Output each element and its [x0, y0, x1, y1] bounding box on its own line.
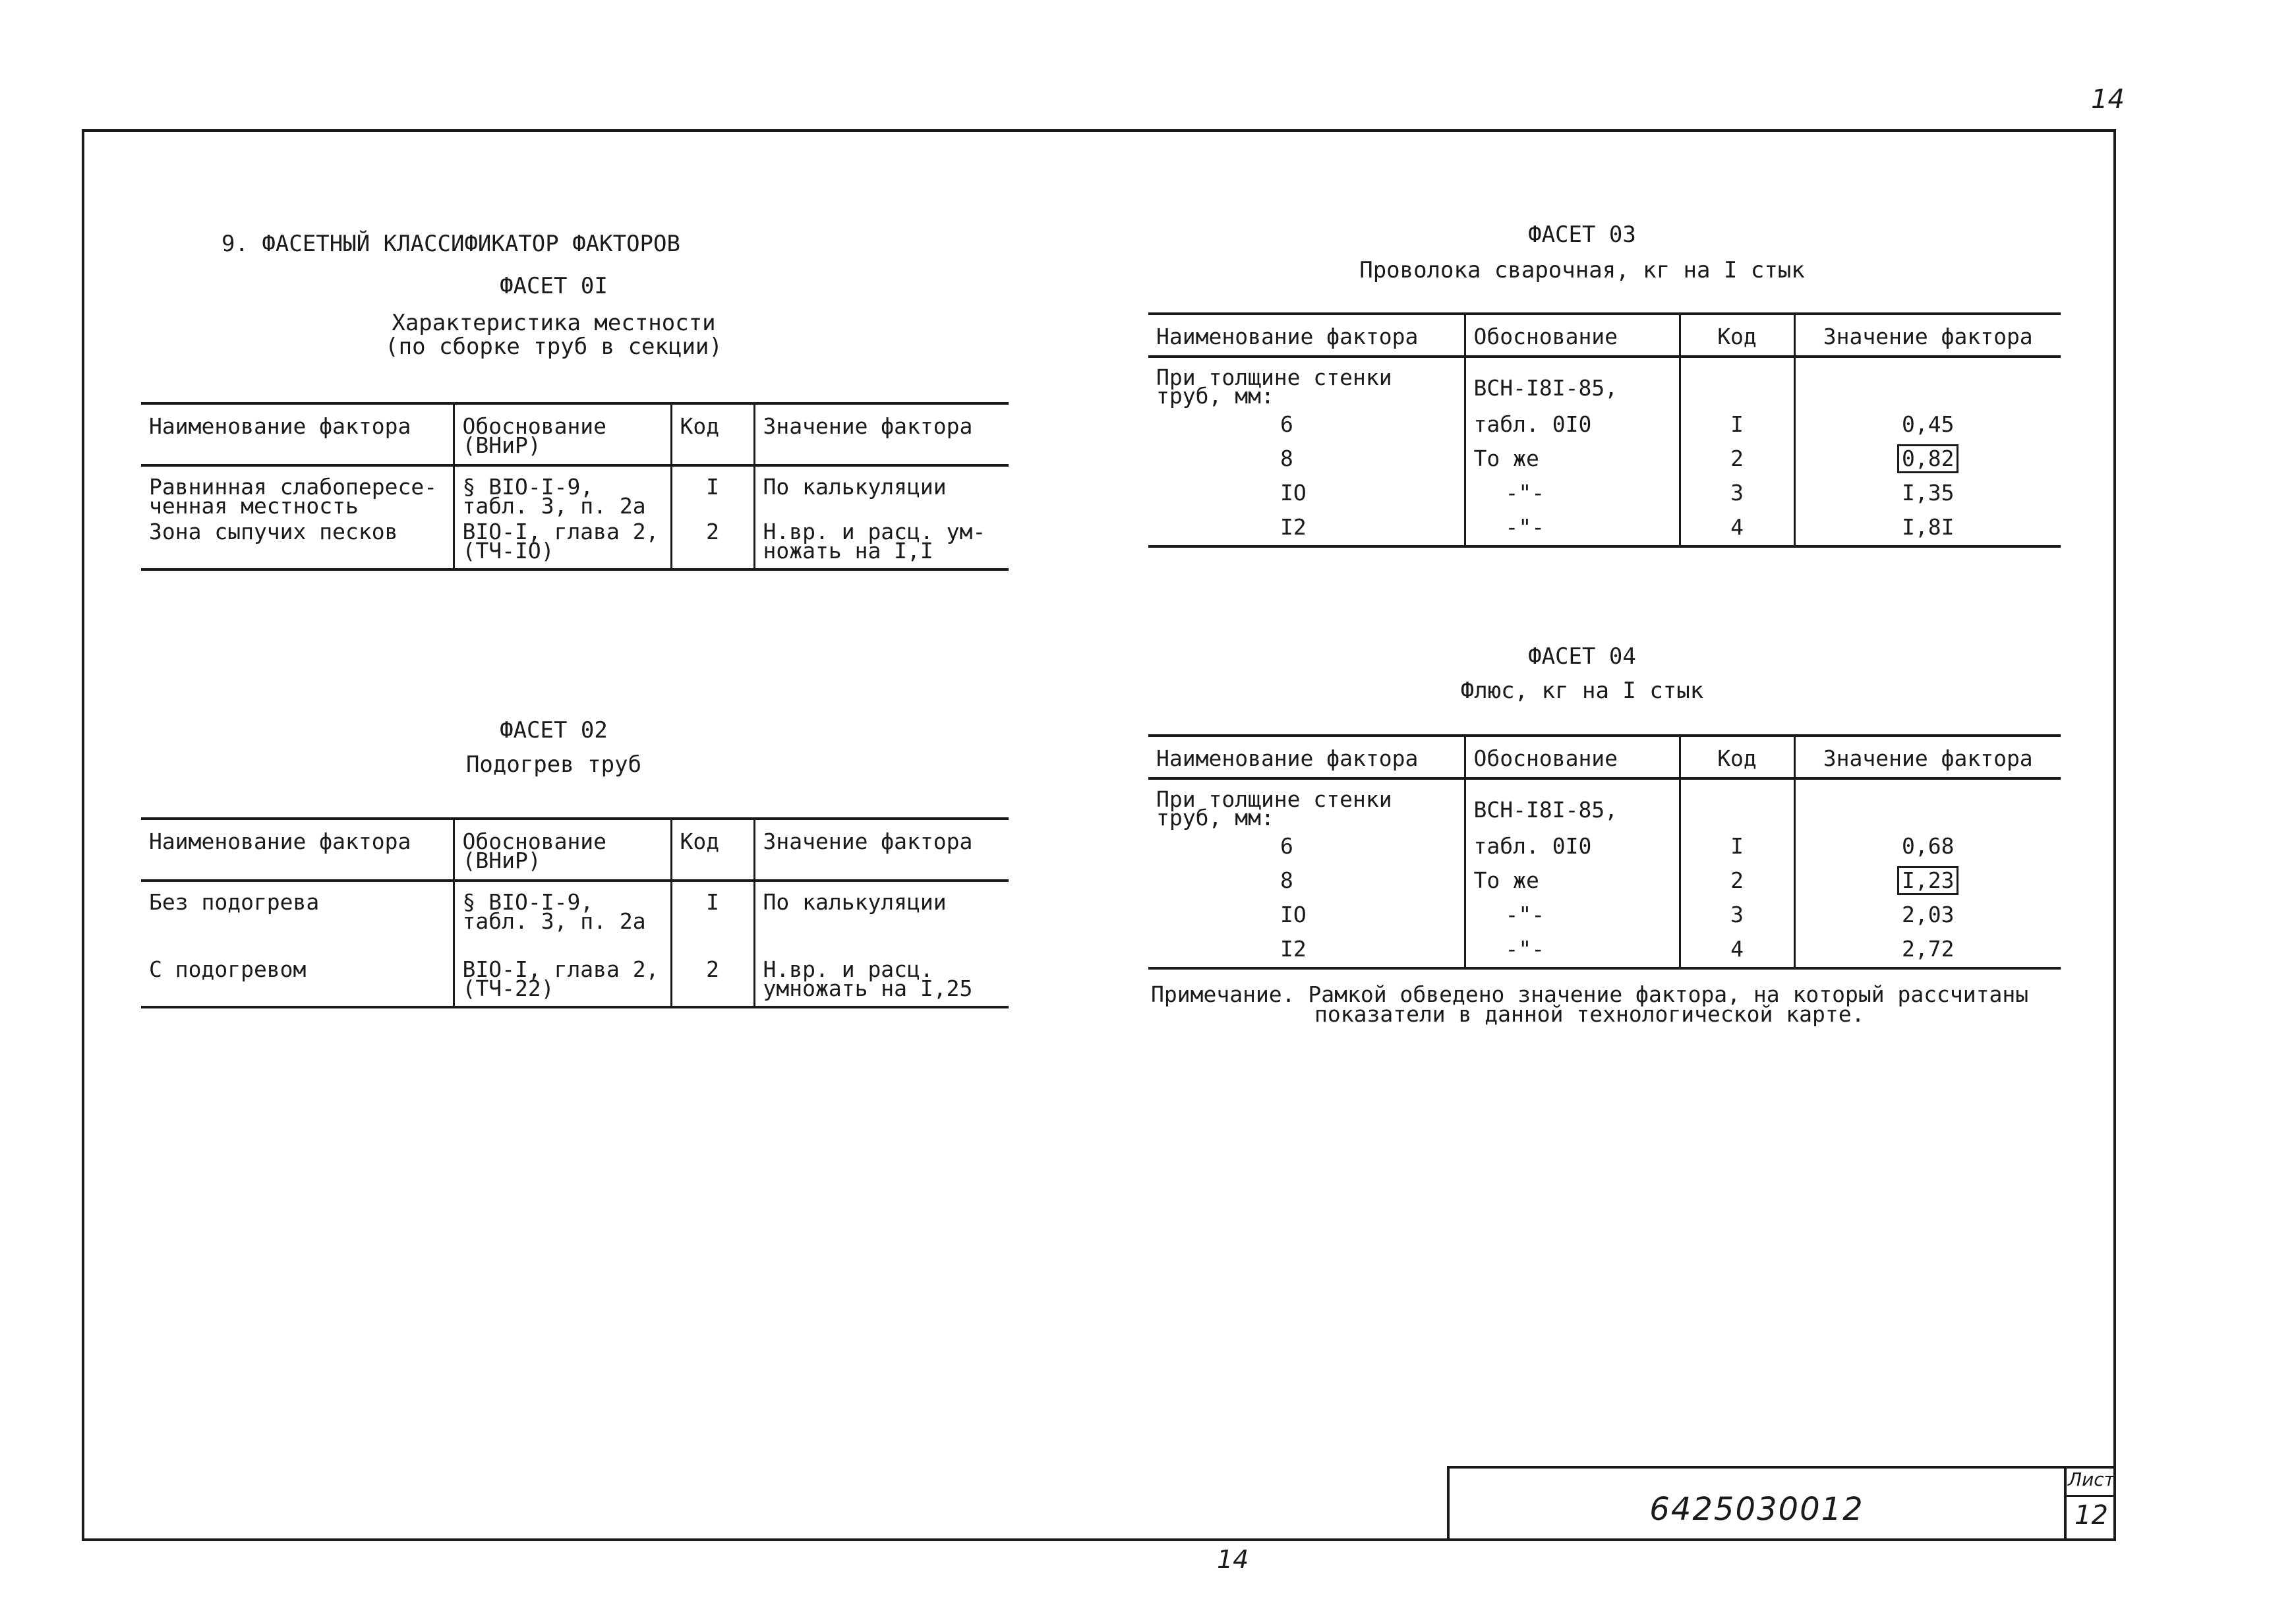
footnote-line-2: показатели в данной технологической карте. [1314, 1001, 1865, 1027]
table-row: С подогревом BIO-I, глава 2, (ТЧ-22) 2 Н.вр. и расц. умножать на I,25 [141, 960, 1009, 1007]
document-number: 6425030012 [1649, 1491, 1864, 1528]
col-header-basis: Обоснование [1465, 314, 1680, 357]
col-header-code: Код [671, 403, 754, 465]
section-heading: 9. ФАСЕТНЫЙ КЛАССИФИКАТОР ФАКТОРОВ [221, 231, 680, 257]
col-header-name: Наименование фактора [149, 829, 411, 854]
facet02-block [198, 717, 910, 776]
col-header-basis: Обоснование (ВНиР) [454, 403, 671, 465]
facet03-block [1252, 221, 1912, 282]
col-header-value: Значение фактора [1794, 314, 2061, 357]
facet02-title: ФАСЕТ 02 [500, 717, 608, 743]
col-header-code: Код [1680, 736, 1794, 778]
table-row: IO -"- 3 I,35 [1148, 477, 2061, 511]
col-header-code: Код [671, 819, 754, 881]
col-header-value: Значение фактора [754, 403, 1009, 465]
facet03-header-row [1148, 314, 2061, 357]
facet01-subtitle-2: (по сборке труб в секции) [385, 334, 722, 360]
table-row: 6 табл. 0I0 I 0,45 [1148, 408, 2061, 442]
sheet-number: 12 [2075, 1500, 2108, 1530]
facet04-title: ФАСЕТ 04 [1528, 643, 1636, 670]
table-row: Зона сыпучих песков BIO-I, глава 2, (ТЧ-IО) 2 Н.вр. и расц. ум- ножать на I,I [141, 515, 1009, 569]
table-row: При толщине стенки труб, мм: ВСН-I8I-85, [1148, 357, 2061, 408]
table-row: 8 То же 2 I,23 [1148, 864, 2061, 898]
table-row: 6 табл. 0I0 I 0,68 [1148, 830, 2061, 864]
table-row: При толщине стенки труб, мм: ВСН-I8I-85, [1148, 778, 2061, 830]
facet02-subtitle: Подогрев труб [465, 751, 642, 778]
facet03-title: ФАСЕТ 03 [1528, 221, 1636, 248]
footnote-line-1: Примечание. Рамкой обведено значение фактора, на который рассчитаны [1151, 981, 2029, 1007]
facet04-header-row [1148, 736, 2061, 778]
facet01-title: ФАСЕТ 0I [500, 273, 608, 299]
facet04-subtitle: Флюс, кг на I стык [1460, 678, 1704, 704]
sheet-cell-divider [2064, 1495, 2116, 1497]
col-header-basis: Обоснование [1465, 736, 1680, 778]
col-header-value: Значение фактора [1794, 736, 2061, 778]
table-row: IO -"- 3 2,03 [1148, 898, 2061, 933]
facet01-block [198, 273, 910, 359]
facet04-block [1252, 643, 1912, 703]
facet01-table [141, 402, 1009, 571]
table-row: I2 -"- 4 I,8I [1148, 511, 2061, 546]
table-row: Без подогрева § BIO-I-9, табл. 3, п. 2а I По калькуляции [141, 881, 1009, 960]
col-header-name: Наименование фактора [149, 413, 411, 439]
page-number-top: 14 [2091, 84, 2125, 115]
facet03-subtitle: Проволока сварочная, кг на I стык [1359, 257, 1805, 283]
col-header-value: Значение фактора [754, 819, 1009, 881]
page-number-bottom: 14 [1217, 1545, 1249, 1574]
facet04-table [1148, 734, 2061, 970]
table-row: Равнинная слабопересе- ченная местность § BIO-I-9, табл. 3, п. 2а I По калькуляции [141, 465, 1009, 515]
selected-value-box: I,23 [1897, 866, 1958, 895]
facet01-subtitle-1: Характеристика местности [392, 310, 716, 336]
table-row: I2 -"- 4 2,72 [1148, 933, 2061, 968]
facet02-table [141, 817, 1009, 1008]
col-header-code: Код [1680, 314, 1794, 357]
facet03-table [1148, 312, 2061, 548]
col-header-name: Наименование фактора [1156, 745, 1419, 771]
selected-value-box: 0,82 [1897, 444, 1958, 473]
footnote [1151, 981, 2029, 1027]
facet02-header-row [141, 819, 1009, 881]
sheet-label: Лист [2068, 1469, 2115, 1490]
col-header-basis: Обоснование (ВНиР) [454, 819, 671, 881]
facet01-header-row [141, 403, 1009, 465]
table-row: 8 То же 2 0,82 [1148, 442, 2061, 477]
col-header-name: Наименование фактора [1156, 324, 1419, 349]
